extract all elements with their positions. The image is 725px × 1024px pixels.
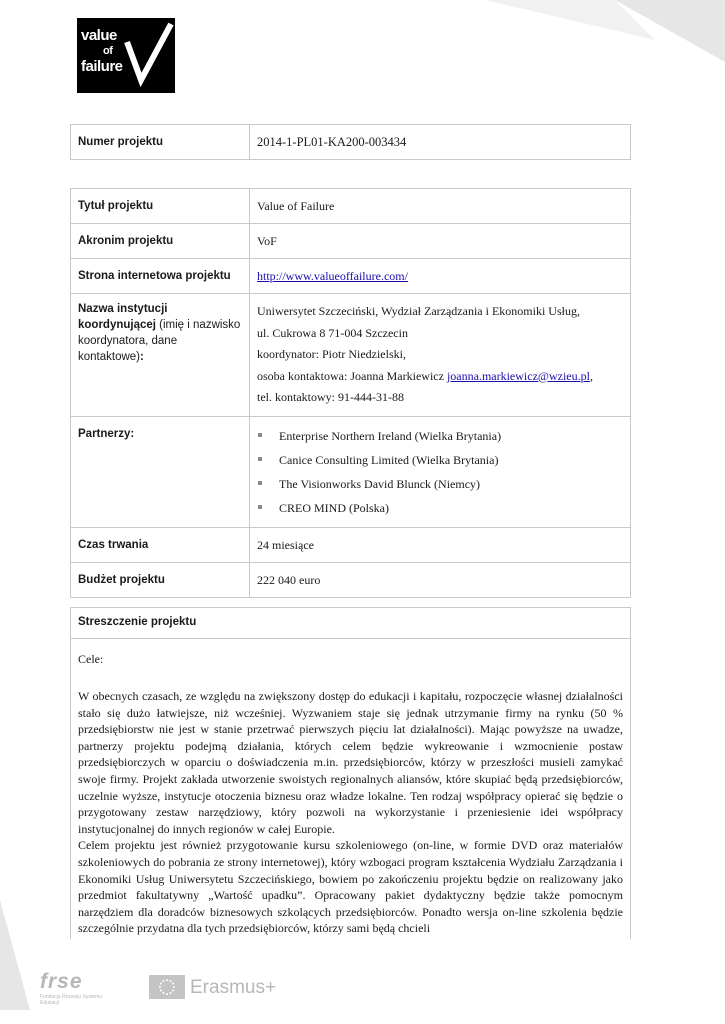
acronym-value: VoF — [250, 224, 631, 259]
frse-logo-text: frse — [40, 970, 83, 993]
logo-word-failure: failure — [81, 58, 123, 75]
duration-row — [71, 527, 631, 562]
summary-body — [71, 639, 630, 937]
title-label: Tytuł projektu — [71, 189, 250, 224]
institution-label-bold1: Nazwa instytucji — [78, 303, 168, 315]
partners-label: Partnerzy: — [71, 416, 250, 527]
website-link[interactable]: http://www.valueoffailure.com/ — [257, 269, 408, 283]
institution-line-1: Uniwersytet Szczeciński, Wydział Zarządzania i Ekonomiki Usług, — [257, 304, 580, 318]
project-number-table — [70, 124, 631, 160]
budget-value: 222 040 euro — [250, 562, 631, 597]
logo-v-mark — [117, 20, 175, 90]
logo-word-of: of — [103, 45, 113, 57]
institution-line-5: tel. kontaktowy: 91-444-31-88 — [257, 390, 404, 404]
contact-email-link[interactable]: joanna.markiewicz@wzieu.pl — [446, 368, 590, 383]
erasmus-plus-logo: Erasmus+ — [190, 977, 277, 998]
footer-logos — [40, 970, 280, 1006]
institution-label-end: : — [140, 351, 144, 363]
contact-email-suffix: , — [589, 368, 593, 383]
project-summary-box — [70, 607, 631, 939]
institution-label-bold2: koordynującej — [78, 319, 156, 331]
institution-label-rest: (imię i nazwisko koordynatora, dane kontaktowe) — [78, 319, 241, 363]
acronym-row — [71, 224, 631, 259]
eu-flag-icon — [149, 975, 185, 999]
budget-row — [71, 562, 631, 597]
project-number-value — [250, 125, 631, 160]
summary-paragraph-2: Celem projektu jest również przygotowanie kursu szkoleniowego (on-line, w formie DVD oraz materiałów szkoleniowych do pobrania ze strony internetowej), który wzbogaci program kształcenia Wydziału Zarządzania i Ekonomiki Usług Uniwersytetu Szczecińskiego, bowiem po zakończeniu projektu będzie on realizowany jako przedmiot fakultatywny „Wartość upadku”. Opracowany pakiet dydaktyczny będzie także pomocnym narzędziem dla doradców biznesowych szkolących przedsiębiorców. Ponadto wersja on-line szkolenia będzie szczególnie przydatna dla tych przedsiębiorców, którzy sami będą chcieli — [78, 838, 623, 936]
partner-item: CREO MIND (Polska) — [257, 496, 623, 520]
website-row — [71, 259, 631, 294]
value-of-failure-logo — [77, 18, 175, 93]
budget-label: Budżet projektu — [71, 562, 250, 597]
partners-value — [250, 416, 631, 527]
institution-line-2: ul. Cukrowa 8 71-004 Szczecin — [257, 325, 408, 340]
summary-paragraph-1: W obecnych czasach, ze względu na zwiększony dostęp do edukacji i kapitału, rozpoczęcie własnej działalności stało się dużo łatwiejsze, niż wcześniej. Wyzwaniem staje się jednak utrzymanie firmy na rynku (50 % przedsiębiorstw nie jest w stanie przetrwać pierwszych pięciu lat działalności). Mając powyższe na uwadze, partnerzy projektu podejmą działania, których celem będzie wykreowanie i wzmocnienie postaw przedsiębiorczych w oparciu o doświadczenia m.in. przedsiębiorców, którzy w przeszłości musieli zamykać swoje firmy. Projekt zakłada utworzenie swoistych regionalnych aliansów, które skupiać będą przedsiębiorców, uczelnie wyższe, instytucje otoczenia biznesu oraz władze lokalne. Ten rodzaj współpracy opierać się będzie o przygotowany zestaw narzędziowy, który pozwoli na wykorzystanie i przeniesienie idei współpracy instytucjonalnej do innych regionów w całej Europie. — [78, 689, 623, 836]
frse-subtitle: Fundacja Rozwoju Systemu Edukacji — [40, 994, 102, 1006]
logo-word-value: value — [81, 27, 117, 44]
partner-item: Canice Consulting Limited (Wielka Brytania) — [257, 448, 623, 472]
website-label: Strona internetowa projektu — [71, 259, 250, 294]
title-row — [71, 189, 631, 224]
partners-row — [71, 416, 631, 527]
frse-logo — [40, 970, 120, 1006]
institution-line-4 — [257, 366, 623, 388]
acronym-label: Akronim projektu — [71, 224, 250, 259]
institution-label — [71, 294, 250, 417]
project-number-row — [71, 125, 631, 160]
partners-list — [257, 424, 623, 520]
duration-label: Czas trwania — [71, 527, 250, 562]
partner-item: The Visionworks David Blunck (Niemcy) — [257, 472, 623, 496]
goals-label: Cele: — [78, 652, 104, 666]
project-details-table — [70, 188, 631, 598]
duration-value: 24 miesiące — [250, 527, 631, 562]
corner-decoration-left — [0, 860, 40, 1010]
website-value — [250, 259, 631, 294]
project-number-text: 2014-1-PL01-KA200-003434 — [257, 135, 407, 149]
institution-row — [71, 294, 631, 417]
corner-decoration — [425, 0, 725, 70]
contact-person: osoba kontaktowa: Joanna Markiewicz — [257, 368, 447, 383]
project-number-label: Numer projektu — [71, 125, 250, 160]
partner-item: Enterprise Northern Ireland (Wielka Brytania) — [257, 424, 623, 448]
title-value: Value of Failure — [250, 189, 631, 224]
institution-line-3: koordynator: Piotr Niedzielski, — [257, 347, 406, 361]
institution-value — [250, 294, 631, 417]
summary-heading: Streszczenie projektu — [71, 608, 630, 639]
